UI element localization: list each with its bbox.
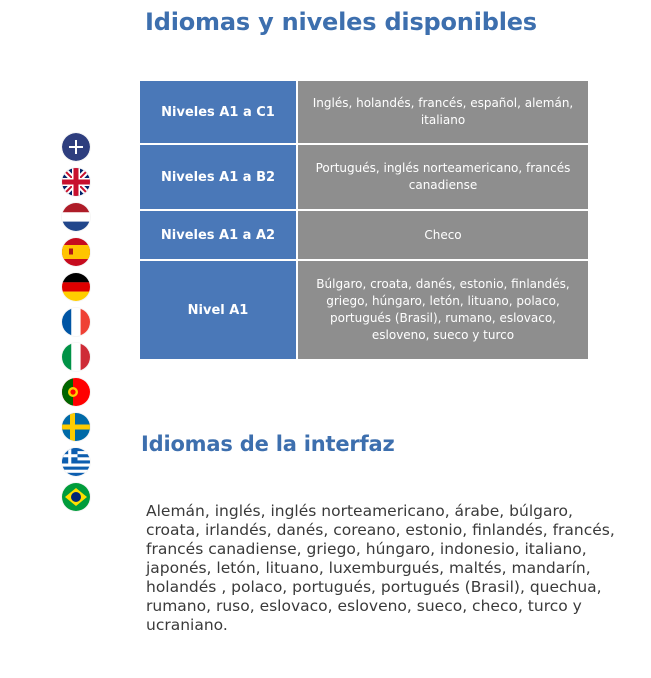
interface-title: Idiomas de la interfaz xyxy=(141,432,395,456)
languages-cell: Portugués, inglés norteamericano, francés canadiense xyxy=(297,144,589,210)
table-row xyxy=(139,260,589,360)
netherlands-flag-icon xyxy=(62,203,90,231)
level-cell: Niveles A1 a B2 xyxy=(139,144,297,210)
greece-flag-icon xyxy=(62,448,90,476)
plus-icon[interactable] xyxy=(62,133,90,161)
level-cell: Niveles A1 a C1 xyxy=(139,80,297,144)
table-row xyxy=(139,210,589,260)
languages-cell: Inglés, holandés, francés, español, alemán, italiano xyxy=(297,80,589,144)
portugal-flag-icon xyxy=(62,378,90,406)
page-title: Idiomas y niveles disponibles xyxy=(145,8,537,36)
germany-flag-icon xyxy=(62,273,90,301)
languages-cell: Búlgaro, croata, danés, estonio, finlandés, griego, húngaro, letón, lituano, polaco, portugués (Brasil), rumano, eslovaco, esloveno, sueco y turco xyxy=(297,260,589,360)
table-row xyxy=(139,80,589,144)
level-cell: Niveles A1 a A2 xyxy=(139,210,297,260)
italy-flag-icon xyxy=(62,343,90,371)
languages-cell: Checo xyxy=(297,210,589,260)
sweden-flag-icon xyxy=(62,413,90,441)
level-cell: Nivel A1 xyxy=(139,260,297,360)
interface-languages-text: Alemán, inglés, inglés norteamericano, árabe, búlgaro, croata, irlandés, danés, coreano, estonio, finlandés, francés, francés canadiense, griego, húngaro, indonesio, italiano, japonés, letón, lituano, luxemburgués, maltés, mandarín, holandés , polaco, portugués, portugués (Brasil), quechua, rumano, ruso, eslovaco, esloveno, sueco, checo, turco y ucraniano. xyxy=(146,502,615,634)
france-flag-icon xyxy=(62,308,90,336)
spain-flag-icon xyxy=(62,238,90,266)
uk-flag-icon xyxy=(62,168,90,196)
brazil-flag-icon xyxy=(62,483,90,511)
table-row xyxy=(139,144,589,210)
levels-table xyxy=(138,79,590,361)
